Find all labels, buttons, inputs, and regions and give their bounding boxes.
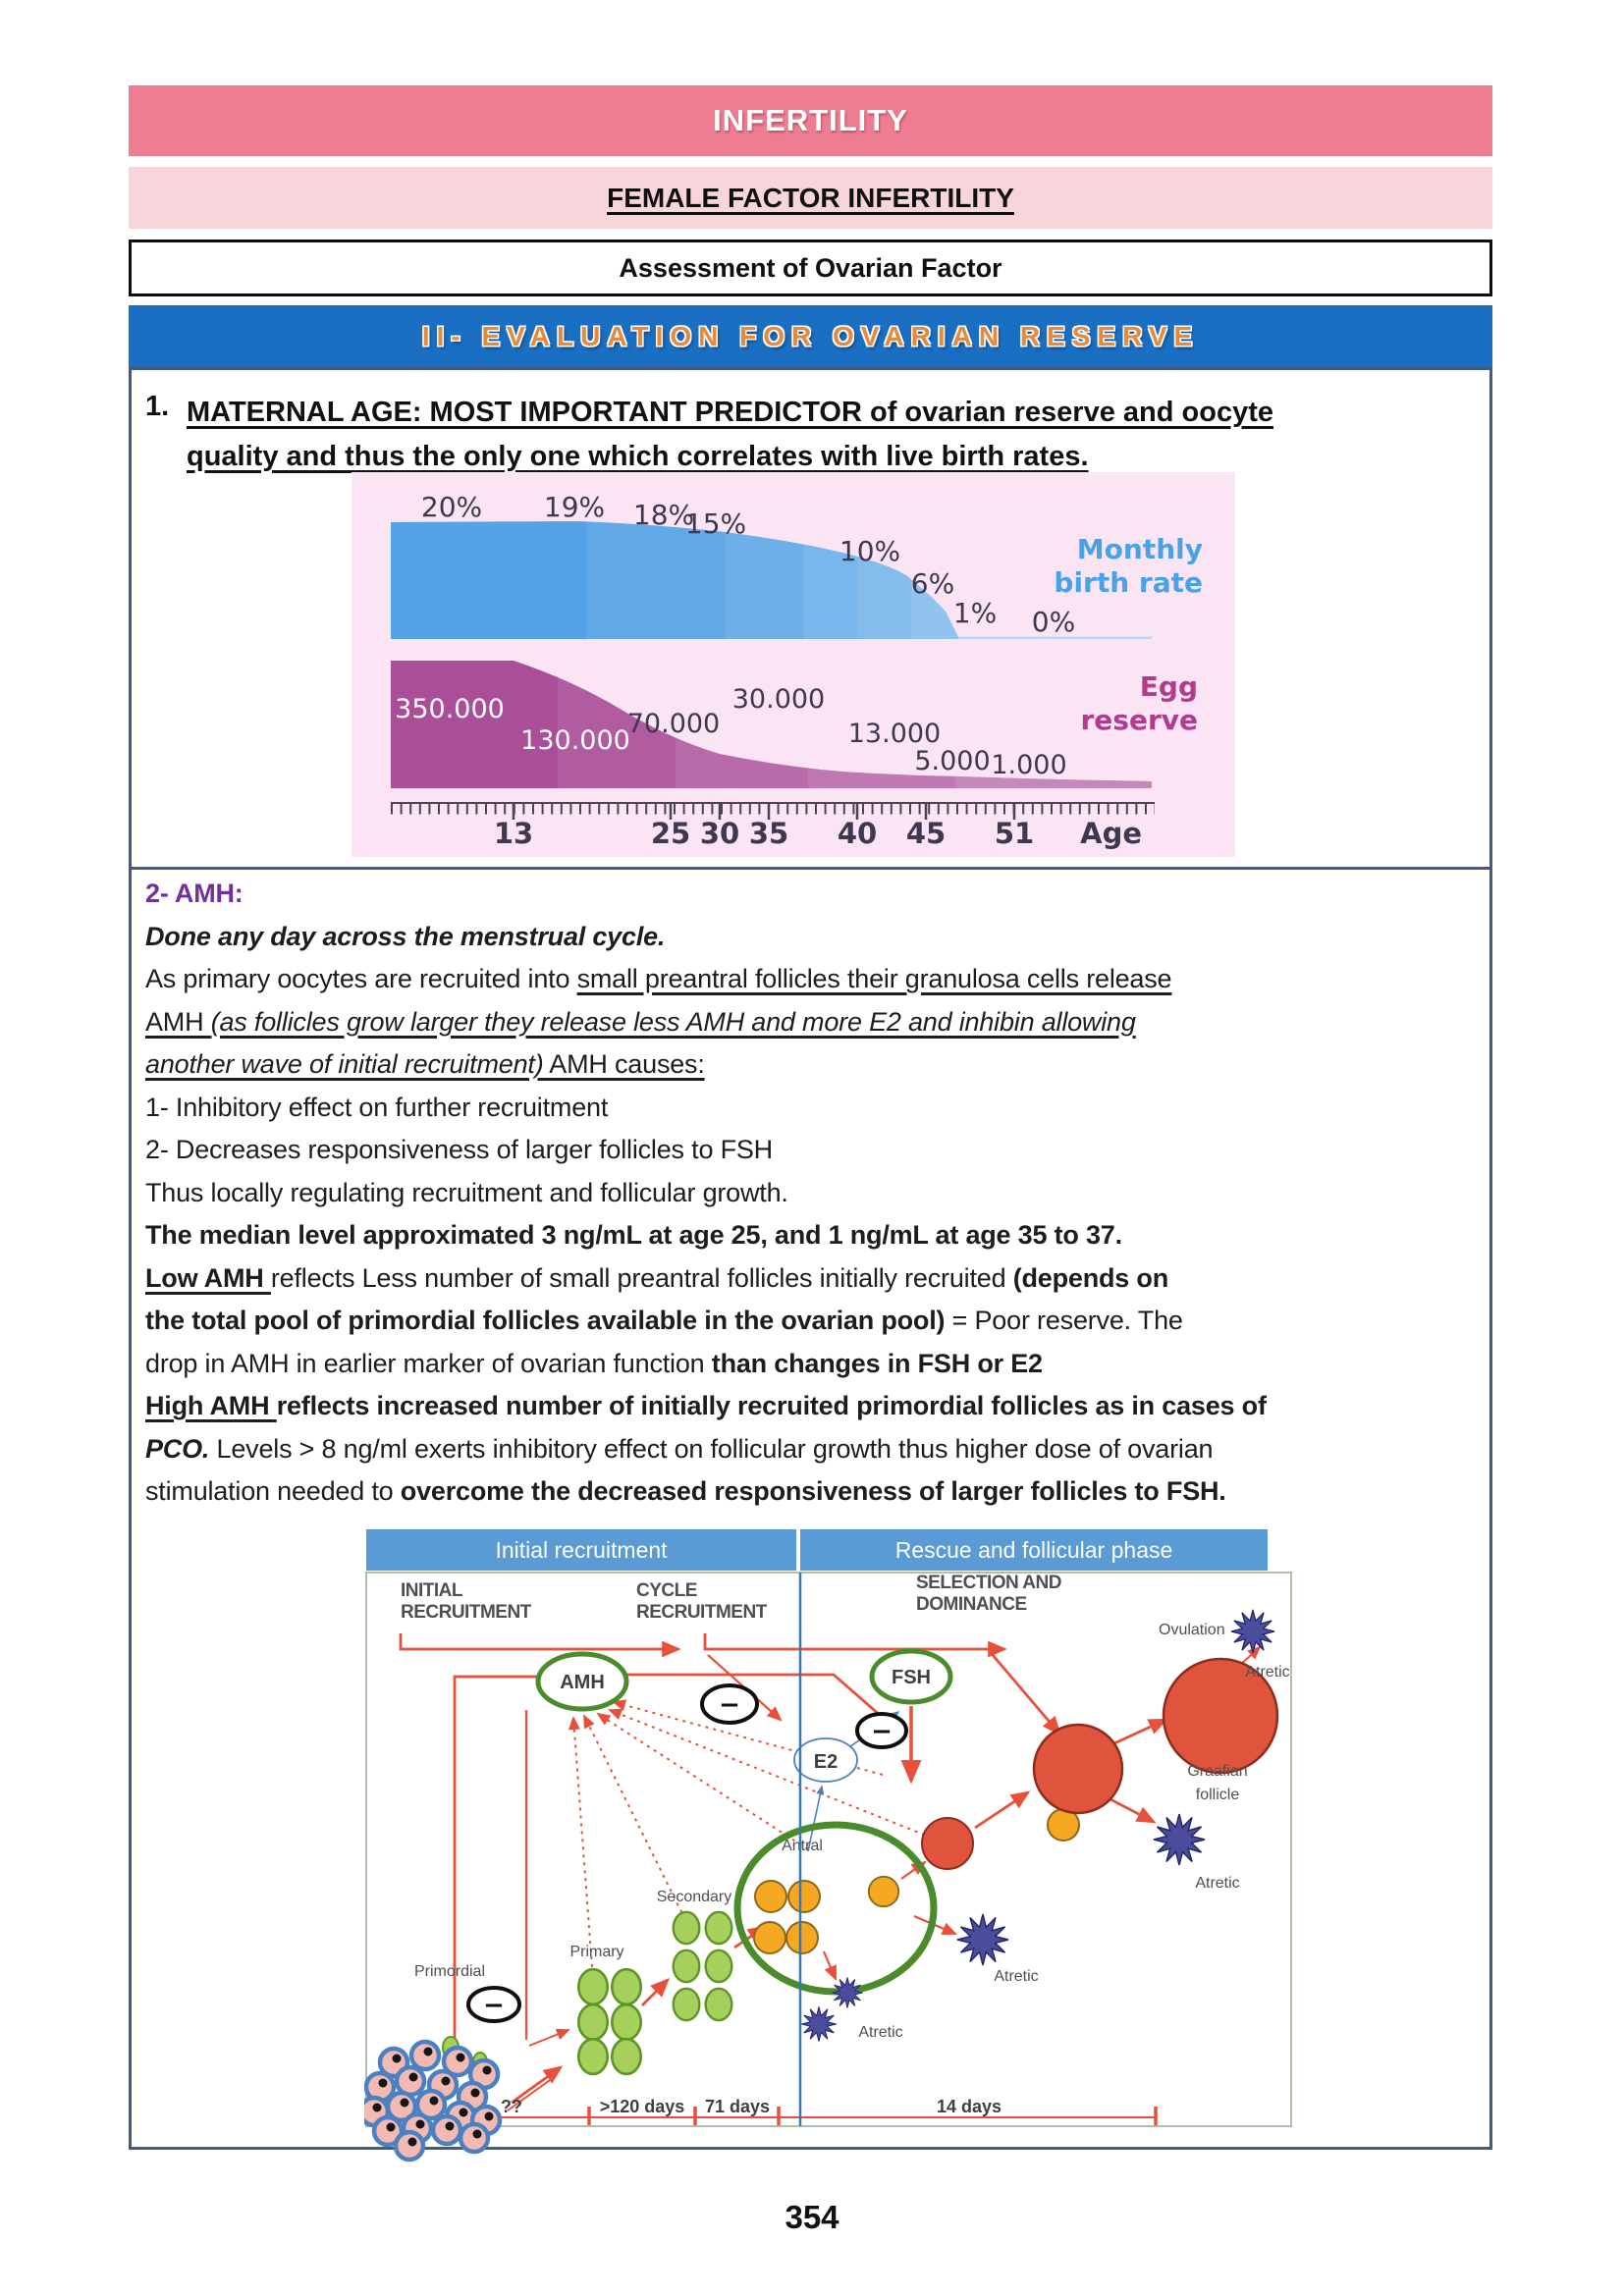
timeline-cycle: 71 days <box>704 2097 771 2116</box>
legend-egg: reserve <box>1080 704 1198 736</box>
pct-label: 10% <box>839 535 901 567</box>
phase-right-label: Rescue and follicular phase <box>894 1537 1173 1563</box>
atretic-label: Atretic <box>1245 1664 1290 1681</box>
cycle-recruitment-label: CYCLE <box>636 1580 697 1601</box>
amh-section <box>145 873 1267 1514</box>
secondary-label: Secondary <box>656 1889 732 1905</box>
fertility-chart-svg <box>352 472 1235 857</box>
age-tick: 45 <box>905 817 947 850</box>
pct-label: 1% <box>952 597 998 629</box>
amh-line: PCO. Levels > 8 ng/ml exerts inhibitory effect on follicular growth thus higher dose of ovarian <box>145 1433 1214 1464</box>
age-tick: 13 <box>493 817 534 850</box>
egg-label: 1.000 <box>991 750 1067 780</box>
amh-line: As primary oocytes are recruited into small preantral follicles their granulosa cells release <box>145 964 1172 993</box>
egg-label: 13.000 <box>847 719 942 749</box>
pct-label: 18% <box>632 499 695 531</box>
diagram-body-box <box>366 1573 1291 2126</box>
pct-label: 0% <box>1031 606 1076 638</box>
graafian-label: follicle <box>1195 1787 1240 1803</box>
chart-legends <box>1054 533 1203 736</box>
age-tick: 30 <box>699 817 740 850</box>
age-axis-labels <box>494 817 1142 850</box>
amh-line: 1- Inhibitory effect on further recruitment <box>145 1092 609 1122</box>
minus-sign: − <box>483 1991 505 2020</box>
follicle-diagram <box>364 1527 1309 2165</box>
primordial-follicle-cluster <box>364 2037 500 2160</box>
amh-line: stimulation needed to overcome the decreased responsiveness of larger follicles to FSH. <box>145 1476 1226 1506</box>
amh-line: another wave of initial recruitment) AMH causes: <box>145 1049 705 1079</box>
amh-line: Done any day across the menstrual cycle. <box>145 921 666 951</box>
egg-label: 5.000 <box>914 746 991 776</box>
selection-dominance-label: DOMINANCE <box>916 1594 1027 1615</box>
amh-line: 2- Decreases responsiveness of larger follicles to FSH <box>145 1135 773 1164</box>
age-tick: 25 <box>650 817 691 850</box>
legend-monthly: Monthly <box>1076 533 1203 565</box>
header-infertility-title: INFERTILITY <box>713 103 908 137</box>
pct-label: 6% <box>910 567 955 600</box>
section-divider <box>132 867 1489 870</box>
graafian-label: Graafian <box>1187 1763 1248 1780</box>
assessment-title: Assessment of Ovarian Factor <box>619 252 1002 283</box>
atretic-label: Atretic <box>1195 1875 1240 1892</box>
header-female-factor-banner <box>129 167 1492 229</box>
selection-dominance-label: SELECTION AND <box>916 1573 1061 1593</box>
timeline-initial: >120 days <box>599 2097 685 2116</box>
amh-line: High AMH reflects increased number of initially recruited primordial follicles as in cases of <box>145 1391 1267 1420</box>
evaluation-title: II- EVALUATION FOR OVARIAN RESERVE <box>421 320 1200 351</box>
amh-line: the total pool of primordial follicles available in the ovarian pool) = Poor reserve. The <box>145 1306 1183 1335</box>
minus-sign: − <box>871 1717 893 1746</box>
fertility-chart <box>352 472 1235 857</box>
legend-egg: Egg <box>1139 670 1198 703</box>
pct-label: 15% <box>684 507 747 540</box>
content-box <box>129 367 1492 2150</box>
ovulation-label: Ovulation <box>1159 1622 1225 1638</box>
list-number: 1. <box>145 391 170 422</box>
e2-node-label: E2 <box>813 1751 839 1773</box>
amh-line: drop in AMH in earlier marker of ovarian function than changes in FSH or E2 <box>145 1348 1043 1378</box>
header-female-factor-title: FEMALE FACTOR INFERTILITY <box>607 182 1014 213</box>
pct-label: 20% <box>420 491 483 523</box>
egg-label: 130.000 <box>520 725 630 756</box>
amh-line: AMH (as follicles grow larger they release less AMH and more E2 and inhibin allowing <box>145 1006 1136 1037</box>
amh-line: Low AMH reflects Less number of small preantral follicles initially recruited (depends on <box>145 1262 1169 1293</box>
diagram-headers <box>366 1529 1268 1571</box>
primordial-label: Primordial <box>413 1963 486 1980</box>
timeline-unknown: ?? <box>501 2097 522 2116</box>
age-tick: 40 <box>837 817 878 850</box>
egg-label: 350.000 <box>395 694 505 724</box>
amh-line: Thus locally regulating recruitment and follicular growth. <box>145 1177 788 1207</box>
age-tick: 35 <box>748 817 789 850</box>
antral-label: Antral <box>782 1838 823 1854</box>
age-axis-title: Age <box>1080 817 1142 850</box>
follicle-diagram-svg <box>364 1527 1309 2165</box>
atretic-label: Atretic <box>858 2024 903 2041</box>
phase-left-label: Initial recruitment <box>495 1537 668 1563</box>
cycle-recruitment-label: RECRUITMENT <box>636 1602 767 1623</box>
amh-line: The median level approximated 3 ng/mL at age 25, and 1 ng/mL at age 35 to 37. <box>145 1220 1122 1250</box>
amh-node-label: AMH <box>560 1672 605 1693</box>
age-tick: 51 <box>994 817 1035 850</box>
amh-line: 2- AMH: <box>145 879 244 908</box>
maternal-age-heading: MATERNAL AGE: MOST IMPORTANT PREDICTOR of ovarian reserve and oocyte quality and thus the only one which correlates with live birth rates. <box>187 397 1273 472</box>
initial-recruitment-label: RECRUITMENT <box>401 1602 531 1623</box>
page-number: 354 <box>785 2199 839 2235</box>
pct-label: 19% <box>543 491 606 523</box>
legend-monthly: birth rate <box>1054 566 1203 599</box>
assessment-title-box <box>129 240 1492 296</box>
header-infertility-banner <box>129 85 1492 156</box>
fsh-node-label: FSH <box>892 1667 931 1688</box>
egg-label: 30.000 <box>731 684 826 715</box>
evaluation-banner <box>129 305 1492 367</box>
minus-sign: − <box>719 1690 740 1720</box>
initial-recruitment-label: INITIAL <box>401 1580 462 1601</box>
egg-label: 70.000 <box>626 709 721 739</box>
primary-label: Primary <box>569 1944 624 1960</box>
atretic-label: Atretic <box>994 1968 1039 1985</box>
timeline-follicular: 14 days <box>936 2097 1002 2116</box>
